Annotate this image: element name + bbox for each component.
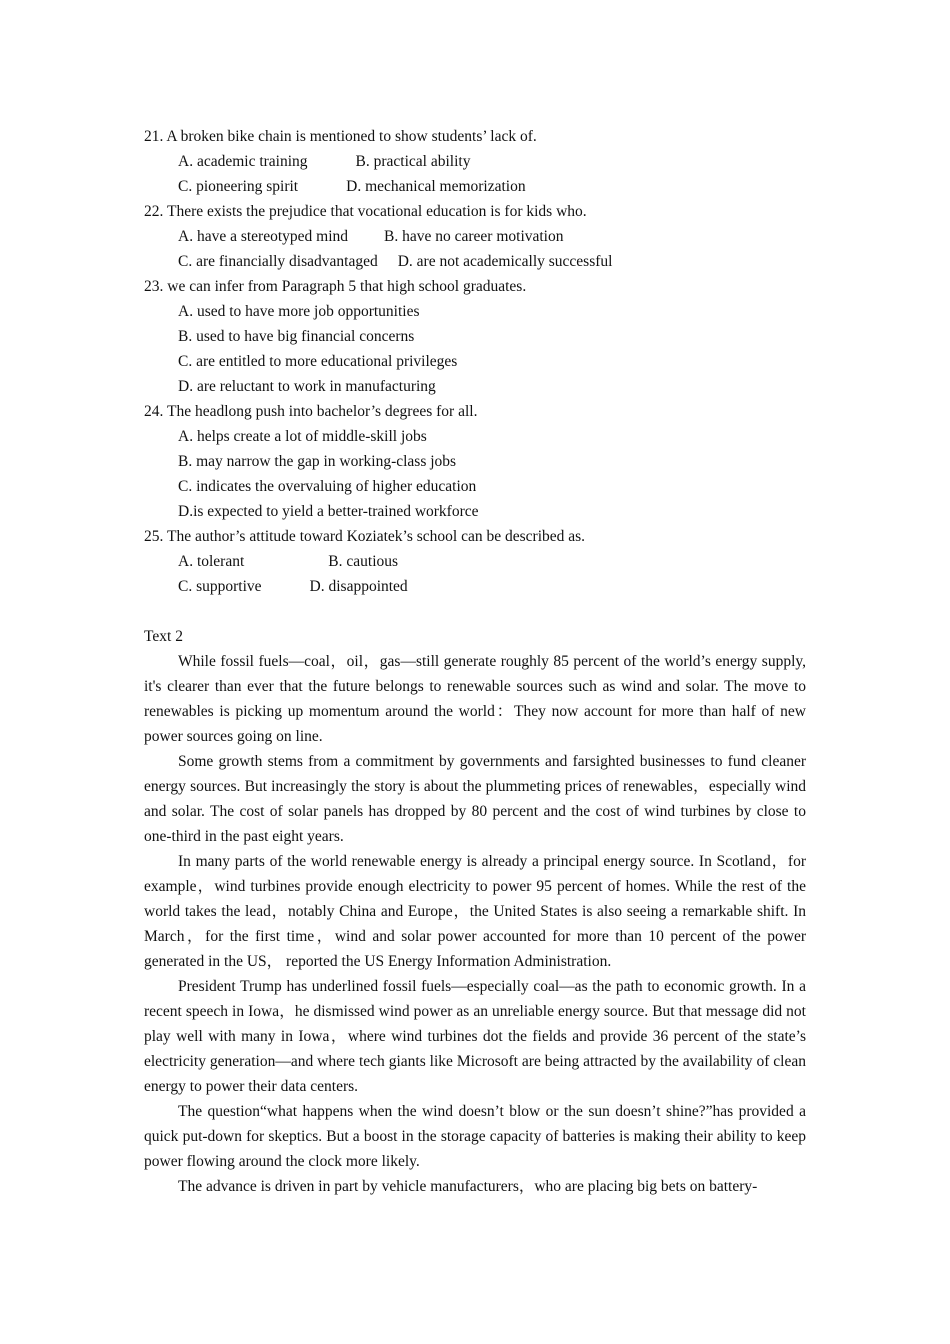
text-2-paragraph-4: President Trump has underlined fossil fuels—especially coal—as the path to economic growth. In a recent speech in Iowa，he dismissed wind power as an unreliable energy source. But that message did not play well with many in Iowa，where wind turbines dot the fields and provide 36 percent of the state’s electricity generation—and where tech giants like Microsoft are being attracted by the availability of clean energy to power their data centers. <box>144 978 806 1095</box>
question-23-option-b: B. used to have big financial concerns <box>178 328 415 345</box>
text-2-paragraph-6-first-line: The advance is driven in part by vehicle manufacturers，who are placing big bets on battery- <box>178 1178 758 1195</box>
question-25-option-c: C. supportive <box>178 578 262 595</box>
question-22-options-row-1 <box>144 224 806 249</box>
question-24-option-d: D.is expected to yield a better-trained workforce <box>178 503 479 520</box>
question-23-option-c: C. are entitled to more educational privileges <box>178 353 458 370</box>
question-24-option-c: C. indicates the overvaluing of higher education <box>178 478 477 495</box>
question-21-option-b: B. practical ability <box>355 153 471 170</box>
text-2-heading: Text 2 <box>144 628 183 645</box>
question-21-option-a: A. academic training <box>178 153 308 170</box>
question-25-option-b: B. cautious <box>328 553 399 570</box>
question-21-option-d: D. mechanical memorization <box>346 178 526 195</box>
text-2-paragraph-3: In many parts of the world renewable energy is already a principal energy source. In Scotland，for example，wind turbines provide enough electricity to power 95 percent of homes. While the rest of the world takes the lead，notably China and Europe，the United States is also seeing a remarkable shift. In March，for the first time，wind and solar power accounted for more than 10 percent of the power generated in the US， reported the US Energy Information Administration. <box>144 853 806 970</box>
question-22-option-a: A. have a stereotyped mind <box>178 228 349 245</box>
question-21-stem: 21. A broken bike chain is mentioned to show students’ lack of. <box>144 128 537 145</box>
question-22-option-b: B. have no career motivation <box>384 228 564 245</box>
question-23-stem: 23. we can infer from Paragraph 5 that high school graduates. <box>144 278 527 295</box>
section-spacer <box>144 599 806 624</box>
question-25-options-row-2 <box>144 574 806 599</box>
question-22-options-row-2 <box>144 249 806 274</box>
question-24-option-a: A. helps create a lot of middle-skill jobs <box>178 428 427 445</box>
question-22-stem: 22. There exists the prejudice that vocational education is for kids who. <box>144 203 587 220</box>
question-25-stem: 25. The author’s attitude toward Koziatek’s school can be described as. <box>144 528 586 545</box>
question-24-stem: 24. The headlong push into bachelor’s degrees for all. <box>144 403 478 420</box>
question-23-option-d: D. are reluctant to work in manufacturing <box>178 378 436 395</box>
question-25-option-a: A. tolerant <box>178 553 245 570</box>
text-2-paragraph-1: While fossil fuels—coal，oil，gas—still generate roughly 85 percent of the world’s energy supply, it's clearer than ever that the future belongs to renewable sources such as wind and solar. The move to renewables is picking up momentum around the world：They now account for more than half of new power sources going on line. <box>144 653 806 745</box>
question-22-option-c: C. are financially disadvantaged <box>178 253 378 270</box>
text-2-paragraph-2: Some growth stems from a commitment by governments and farsighted businesses to fund cleaner energy sources. But increasingly the story is about the plummeting prices of renewables，especially wind and solar. The cost of solar panels has dropped by 80 percent and the cost of wind turbines by close to one-third in the past eight years. <box>144 753 806 845</box>
question-22-option-d: D. are not academically successful <box>397 253 613 270</box>
question-25-option-d: D. disappointed <box>309 578 408 595</box>
text-2-paragraph-5: The question“what happens when the wind doesn’t blow or the sun doesn’t shine?”has provided a quick put-down for skeptics. But a boost in the storage capacity of batteries is making their ability to keep power flowing around the clock more likely. <box>144 1103 806 1170</box>
question-21-option-c: C. pioneering spirit <box>178 178 299 195</box>
question-25-options-row-1 <box>144 549 806 574</box>
question-24-option-b: B. may narrow the gap in working-class jobs <box>178 453 457 470</box>
exam-page <box>144 124 806 1199</box>
question-21-options-row-1 <box>144 149 806 174</box>
question-21-options-row-2 <box>144 174 806 199</box>
question-23-option-a: A. used to have more job opportunities <box>178 303 420 320</box>
